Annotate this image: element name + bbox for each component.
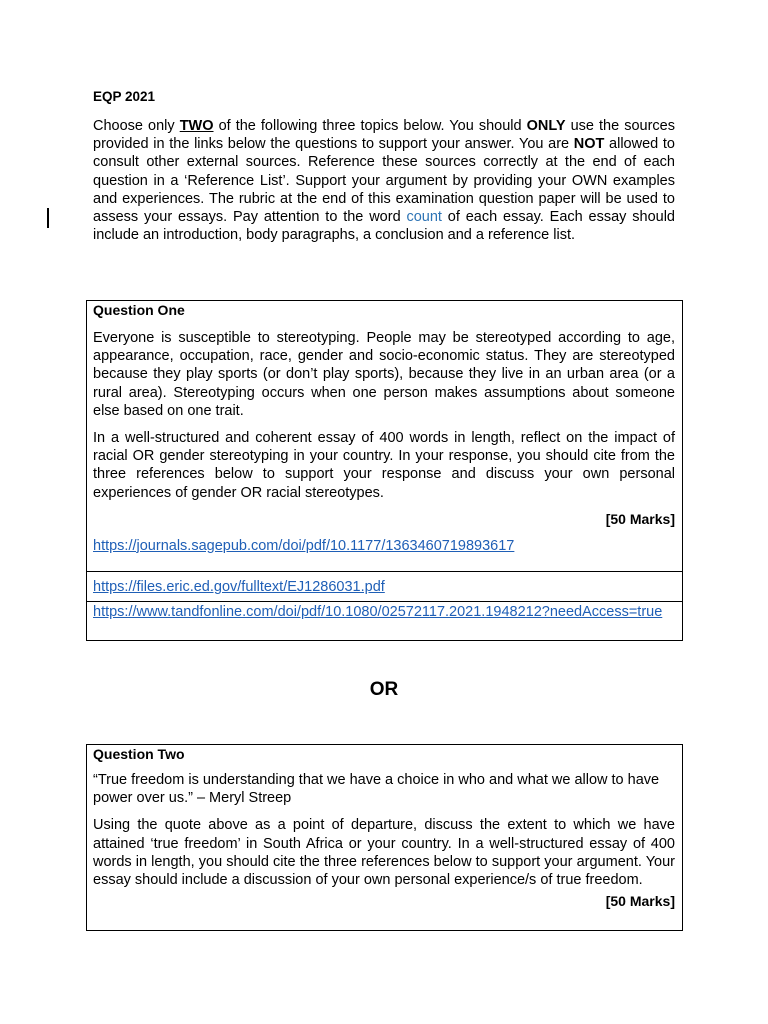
emphasis-two: TWO	[179, 118, 214, 134]
question-one-content	[87, 301, 682, 571]
page-title: EQP 2021	[93, 89, 156, 104]
question-one-paragraph-2: In a well-structured and coherent essay of 400 words in length, reflect on the impact of racial OR gender stereotyping in your country. In your response, you should cite from the three references below to support your response and discuss your own personal experiences of gender OR racial stereotypes.	[93, 430, 675, 501]
question-two-paragraph: Using the quote above as a point of departure, discuss the extent to which we have attained ‘true freedom’ in South Africa or your country. In a well-structured essay of 400 words in length, you should cite the three references below to support your argument. Your essay should include a discussion of your own personal experience/s of true freedom.	[93, 817, 675, 889]
question-one-box	[86, 300, 683, 641]
reference-link-row-3	[87, 601, 682, 641]
question-one-paragraph-1: Everyone is susceptible to stereotyping. People may be stereotyped according to age, appearance, occupation, race, gender and socio-economic status. They are stereotyped because they play sports (or don’t play sports), because they live in an urban area (or a rural area). Stereotyping occurs when one person makes assumptions about someone else based on one trait.	[93, 330, 675, 419]
text-cursor	[47, 208, 49, 228]
question-two-marks: [50 Marks]	[605, 893, 675, 909]
question-two-title: Question Two	[93, 746, 185, 762]
reference-link-3[interactable]: https://www.tandfonline.com/doi/pdf/10.1080/02572117.2021.1948212?needAccess=true	[93, 604, 663, 620]
emphasis-not: NOT	[573, 136, 605, 153]
reference-link-row-2	[87, 571, 682, 601]
word-count-highlight: count	[400, 209, 442, 226]
instructions-paragraph: Choose only TWO of the following three topics below. You should ONLY use the sources provided in the links below the questions to support your answer. You are NOT allowed to consult other external sources. Reference these sources correctly at the end of each question in a ‘Reference List’. Support your argument by providing your OWN examples and experiences. The rubric at the end of this examination question paper will be used to assess your essays. Pay attention to the word count of each essay. Each essay should include an introduction, body paragraphs, a conclusion and a reference list.	[93, 118, 675, 244]
question-one-marks: [50 Marks]	[605, 510, 675, 527]
question-two-content	[87, 745, 682, 930]
emphasis-only: ONLY	[526, 118, 566, 134]
or-separator: OR	[369, 679, 399, 700]
reference-link-1[interactable]: https://journals.sagepub.com/doi/pdf/10.1177/1363460719893617	[93, 537, 515, 554]
question-two-quote: “True freedom is understanding that we have a choice in who and what we allow to have power over us.” – Meryl Streep	[93, 772, 660, 807]
question-two-box	[86, 744, 683, 931]
reference-link-2[interactable]: https://files.eric.ed.gov/fulltext/EJ1286031.pdf	[93, 579, 385, 595]
question-one-title: Question One	[93, 302, 185, 318]
